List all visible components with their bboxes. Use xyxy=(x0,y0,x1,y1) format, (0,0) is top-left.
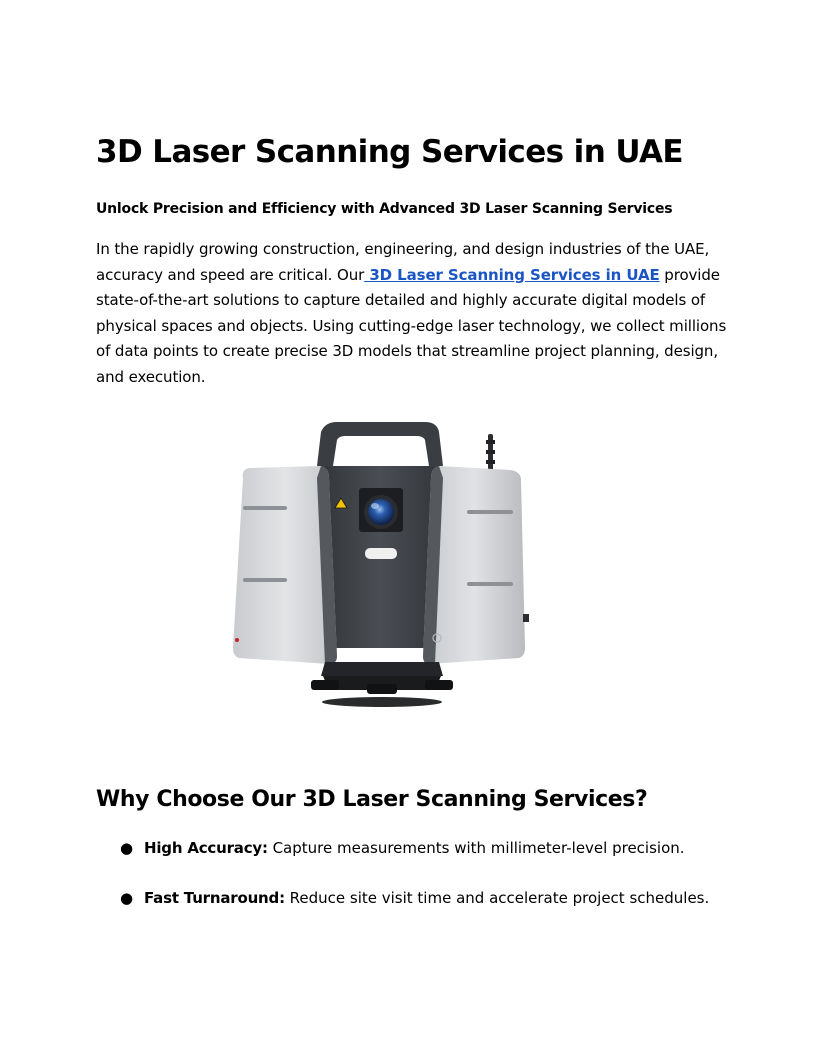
page-title: 3D Laser Scanning Services in UAE xyxy=(96,134,683,170)
list-item-body xyxy=(144,888,709,908)
list-item-body xyxy=(144,838,685,858)
intro-paragraph xyxy=(96,237,736,390)
bullet-icon: ● xyxy=(120,889,134,907)
intro-text-after-link: provide state-of-the-art solutions to capture detailed and highly accurate digital models of physical spaces and objects. Using cutting-edge laser technology, we collect millions of data points to create precise 3D models that streamline project planning, design, and execution. xyxy=(96,265,727,386)
laser-scanner-illustration xyxy=(229,418,534,708)
page-subtitle: Unlock Precision and Efficiency with Advanced 3D Laser Scanning Services xyxy=(96,201,673,217)
intro-text-before-link: In the rapidly growing construction, engineering, and design industries of the UAE, accuracy and speed are critical. Our xyxy=(96,240,710,284)
benefit-text: Capture measurements with millimeter-level precision. xyxy=(267,839,685,857)
services-link[interactable]: 3D Laser Scanning Services in UAE xyxy=(364,265,660,284)
laser-scanner-image xyxy=(229,418,534,708)
benefit-label: Fast Turnaround: xyxy=(144,889,285,907)
benefit-text: Reduce site visit time and accelerate project schedules. xyxy=(284,889,710,907)
benefit-label: High Accuracy: xyxy=(144,839,268,857)
section-heading: Why Choose Our 3D Laser Scanning Services? xyxy=(96,787,648,812)
bullet-icon: ● xyxy=(120,839,134,857)
